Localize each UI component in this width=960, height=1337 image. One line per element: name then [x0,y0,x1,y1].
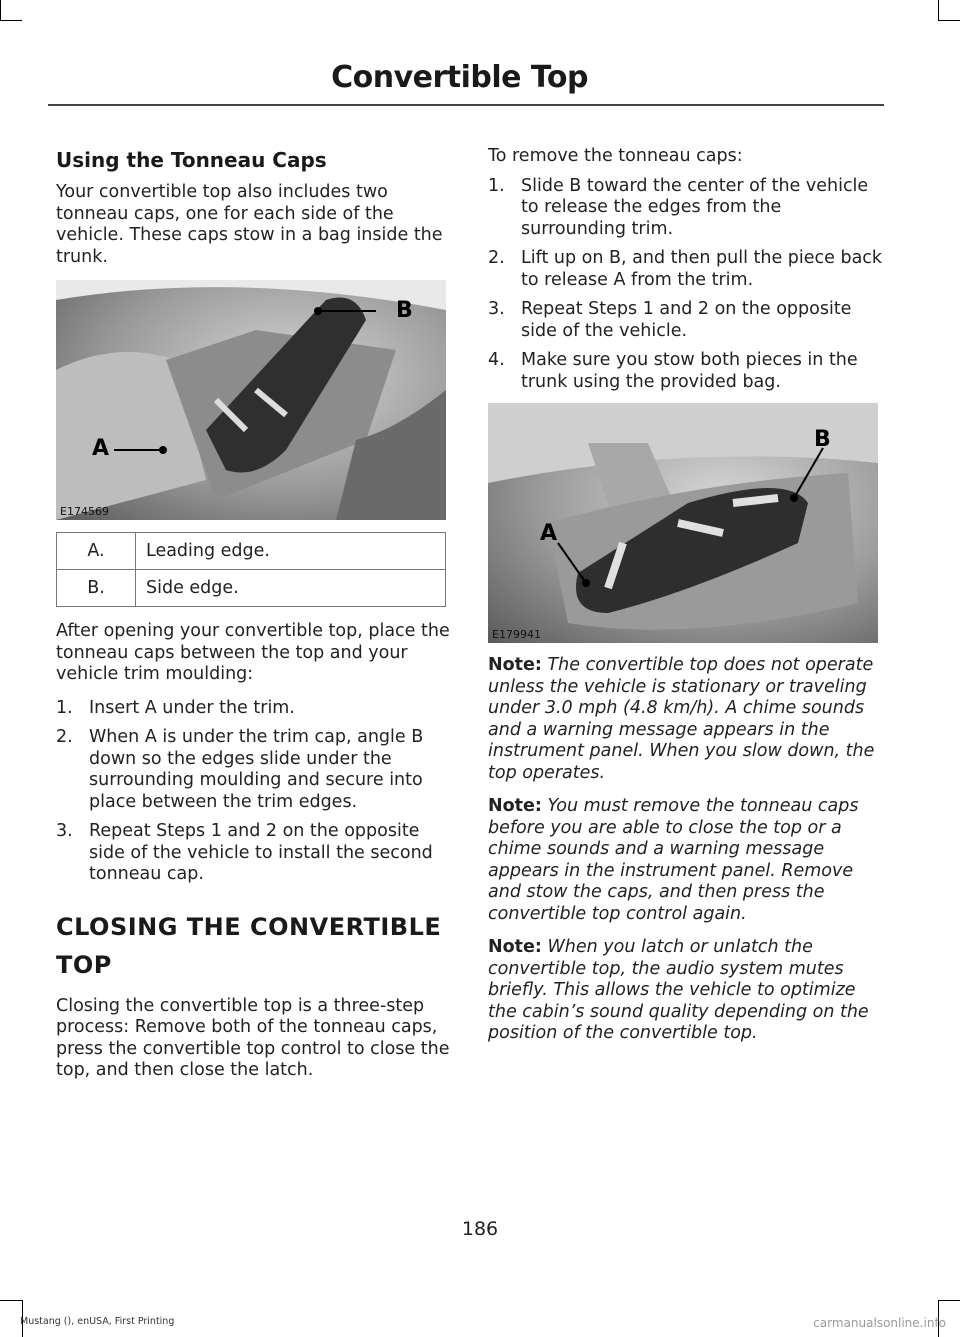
note-paragraph [488,655,884,784]
note-label: Note: [488,655,542,675]
intro-paragraph: Your convertible top also includes two tonneau caps, one for each side of the vehicle. These caps stow in a bag inside the trunk. [56,182,443,267]
step-number: 2. [488,248,505,268]
note-label: Note: [488,796,542,816]
step-text: Lift up on B, and then pull the piece back to release A from the trim. [521,248,883,290]
tonneau-install-illustration [56,280,446,520]
step-number: 1. [56,697,73,718]
list-item [56,727,452,813]
edition-footer: Mustang (), enUSA, First Printing [20,1316,175,1327]
tonneau-install-figure [56,280,446,520]
tonneau-remove-figure [488,403,878,643]
list-item [488,350,884,393]
crop-mark [938,20,960,21]
step-text: When A is under the trim cap, angle B down so the edges slide under the surrounding moulding and secure into place between the trim edges. [89,727,424,812]
header-divider [48,104,884,106]
step-number: 3. [56,821,73,841]
closing-section-title: CLOSING THE CONVERTIBLE TOP [56,912,442,979]
note-paragraph [488,937,884,1045]
note-text: The convertible top does not operate unless the vehicle is stationary or traveling under 3.0 mph (4.8 km/h). A chime sounds and a warning message appears in the instrument panel. When you slow down, the top operates. [488,655,875,783]
crop-mark [938,0,939,20]
list-item [56,821,452,886]
legend-key: A. [57,533,136,570]
watermark: carmanualsonline.info [813,1316,946,1330]
closing-paragraph: Closing the convertible top is a three-step process: Remove both of the tonneau caps, press the convertible top control to close the top, and then close the latch. [56,995,450,1080]
step-number: 4. [488,350,505,370]
step-number: 2. [56,727,73,747]
label-b: B [814,427,831,452]
figure-code: E179941 [492,628,541,641]
install-steps [56,698,452,886]
list-item [488,248,884,291]
step-text: Insert A under the trim. [89,697,295,718]
label-a: A [540,521,558,546]
crop-mark [0,0,1,20]
crop-mark [0,20,22,21]
note-text: You must remove the tonneau caps before you are able to close the top or a chime sounds and a warning message appears in the instrument panel. Remove and stow the caps, and then press the convertible top control again. [488,796,859,924]
install-intro: After opening your convertible top, place the tonneau caps between the top and your vehicle trim moulding: [56,621,450,684]
remove-intro: To remove the tonneau caps: [488,146,743,166]
legend-key: B. [57,570,136,607]
figure-legend-table [56,532,446,607]
note-label: Note: [488,937,542,957]
table-row [57,570,446,607]
step-text: Repeat Steps 1 and 2 on the opposite side of the vehicle to install the second tonneau cap. [89,821,433,884]
note-paragraph [488,796,884,925]
list-item [56,698,452,720]
label-b: B [396,298,413,323]
right-column [488,146,884,1057]
section-title: Using the Tonneau Caps [56,148,327,172]
page-number: 186 [461,1218,499,1240]
crop-mark [0,1300,22,1301]
note-text: When you latch or unlatch the convertible top, the audio system mutes briefly. This allows the vehicle to optimize the cabin’s sound quality depending on the position of the convertible top. [488,937,869,1043]
table-row [57,533,446,570]
remove-steps [488,176,884,394]
legend-value: Leading edge. [136,533,446,570]
page-header-title: Convertible Top [331,60,588,95]
step-text: Repeat Steps 1 and 2 on the opposite side of the vehicle. [521,299,852,341]
left-column [56,130,452,1094]
step-text: Make sure you stow both pieces in the trunk using the provided bag. [521,350,858,392]
legend-value: Side edge. [136,570,446,607]
figure-code: E174569 [60,505,109,518]
step-number: 1. [488,175,505,196]
list-item [488,299,884,342]
step-number: 3. [488,299,505,319]
label-a: A [92,436,110,461]
list-item [488,176,884,241]
step-text: Slide B toward the center of the vehicle to release the edges from the surrounding trim. [521,175,869,239]
crop-mark [938,1300,960,1301]
